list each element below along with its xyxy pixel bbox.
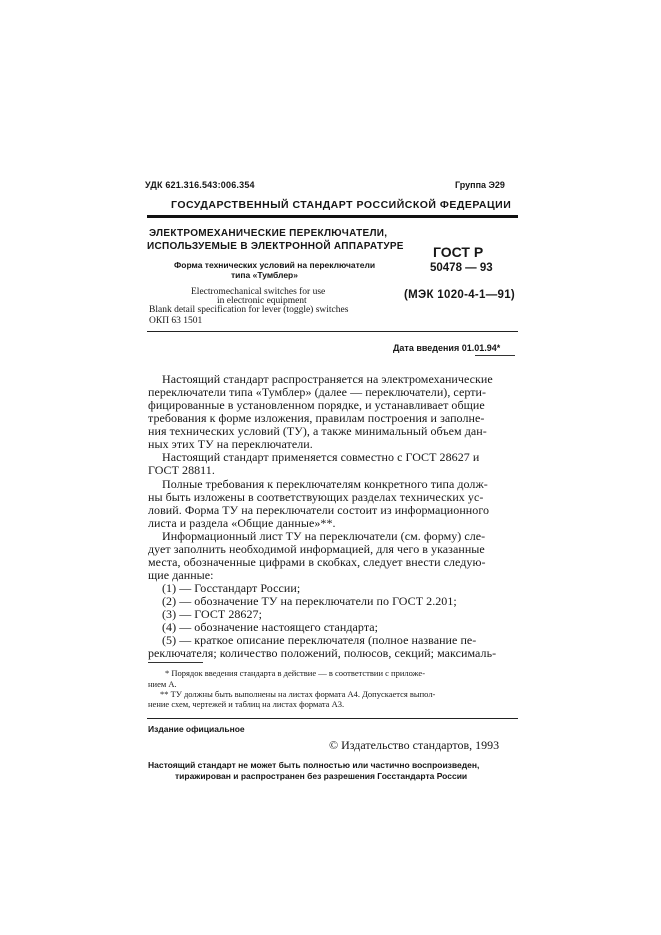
footnote-line: нием А. <box>148 679 177 689</box>
subtitle-line-2: типа «Тумблер» <box>231 270 298 280</box>
footnote-line: нение схем, чертежей и таблиц на листах формата А3. <box>148 699 345 709</box>
english-title-line-1: Electromechanical switches for use <box>191 287 326 297</box>
title-divider <box>147 331 518 332</box>
english-title-line-3: Blank detail specification for lever (toggle) switches <box>149 305 349 315</box>
gost-label: ГОСТ Р <box>433 244 484 260</box>
body-line: (4) — обозначение настоящего стандарта; <box>162 620 379 634</box>
subtitle-line-1: Форма технических условий на переключатели <box>174 260 376 270</box>
udk-code: УДК 621.316.543:006.354 <box>145 180 255 190</box>
footer-divider <box>147 718 518 719</box>
body-line: (5) — краткое описание переключателя (полное название пе- <box>162 633 477 647</box>
edition-note: Издание официальное <box>148 724 245 734</box>
body-line: реключателя; количество положений, полюсов, секций; максималь- <box>148 646 497 660</box>
date-underline <box>475 355 515 356</box>
group-code: Группа Э29 <box>455 180 505 190</box>
body-line: Полные требования к переключателям конкретного типа долж- <box>162 477 488 491</box>
body-line: требования к форме изложения, правилам построения и заполне- <box>148 411 485 425</box>
body-line: (1) — Госстандарт России; <box>162 581 301 595</box>
footnote-line: * Порядок введения стандарта в действие — в соответствии с приложе- <box>165 668 426 678</box>
body-line: дует заполнить необходимой информацией, для чего в указанные <box>148 542 485 556</box>
body-line: Информационный лист ТУ на переключатели (см. форму) сле- <box>162 529 486 543</box>
okp-code: ОКП 63 1501 <box>149 316 203 326</box>
copyright-notice: © Издательство стандартов, 1993 <box>329 738 500 752</box>
body-line: (3) — ГОСТ 28627; <box>162 607 262 621</box>
body-line: Настоящий стандарт распространяется на электромеханические <box>162 372 493 386</box>
standard-name: ГОСУДАРСТВЕННЫЙ СТАНДАРТ РОССИЙСКОЙ ФЕДЕРАЦИИ <box>171 199 512 211</box>
introduction-date: Дата введения 01.01.94* <box>393 343 501 353</box>
iec-reference: (МЭК 1020-4-1—91) <box>404 289 516 301</box>
gost-number: 50478 — 93 <box>430 262 493 274</box>
body-line: фицированные в установленном порядке, и устанавливает общие <box>148 398 485 412</box>
header-divider <box>147 215 518 218</box>
title-line-2: ИСПОЛЬЗУЕМЫЕ В ЭЛЕКТРОННОЙ АППАРАТУРЕ <box>147 241 404 252</box>
rights-notice-line-1: Настоящий стандарт не может быть полностью или частично воспроизведен, <box>148 760 480 770</box>
body-line: Настоящий стандарт применяется совместно с ГОСТ 28627 и <box>162 450 480 464</box>
body-line: ловий. Форма ТУ на переключатели состоит из информационного <box>148 503 490 517</box>
body-line: ны быть изложены в соответствующих разделах технических ус- <box>148 490 484 504</box>
body-line: ных этих ТУ на переключатели. <box>148 437 313 451</box>
body-line: ния технических условий (ТУ), а также минимальный объем дан- <box>148 424 487 438</box>
body-line: (2) — обозначение ТУ на переключатели по ГОСТ 2.201; <box>162 594 457 608</box>
title-line-1: ЭЛЕКТРОМЕХАНИЧЕСКИЕ ПЕРЕКЛЮЧАТЕЛИ, <box>149 228 388 239</box>
body-line: листа и раздела «Общие данные»**. <box>148 516 336 530</box>
body-line: места, обозначенные цифрами в скобках, следует внести следую- <box>148 555 486 569</box>
footnote-line: ** ТУ должны быть выполнены на листах формата А4. Допускается выпол- <box>160 689 436 699</box>
body-line: ГОСТ 28811. <box>148 463 215 477</box>
footnote-divider <box>148 662 203 663</box>
rights-notice-line-2: тиражирован и распространен без разрешения Госстандарта России <box>175 771 468 781</box>
english-title-line-2: in electronic equipment <box>217 296 307 306</box>
body-line: переключатели типа «Тумблер» (далее — переключатели), серти- <box>148 385 487 399</box>
body-line: щие данные: <box>148 568 214 582</box>
